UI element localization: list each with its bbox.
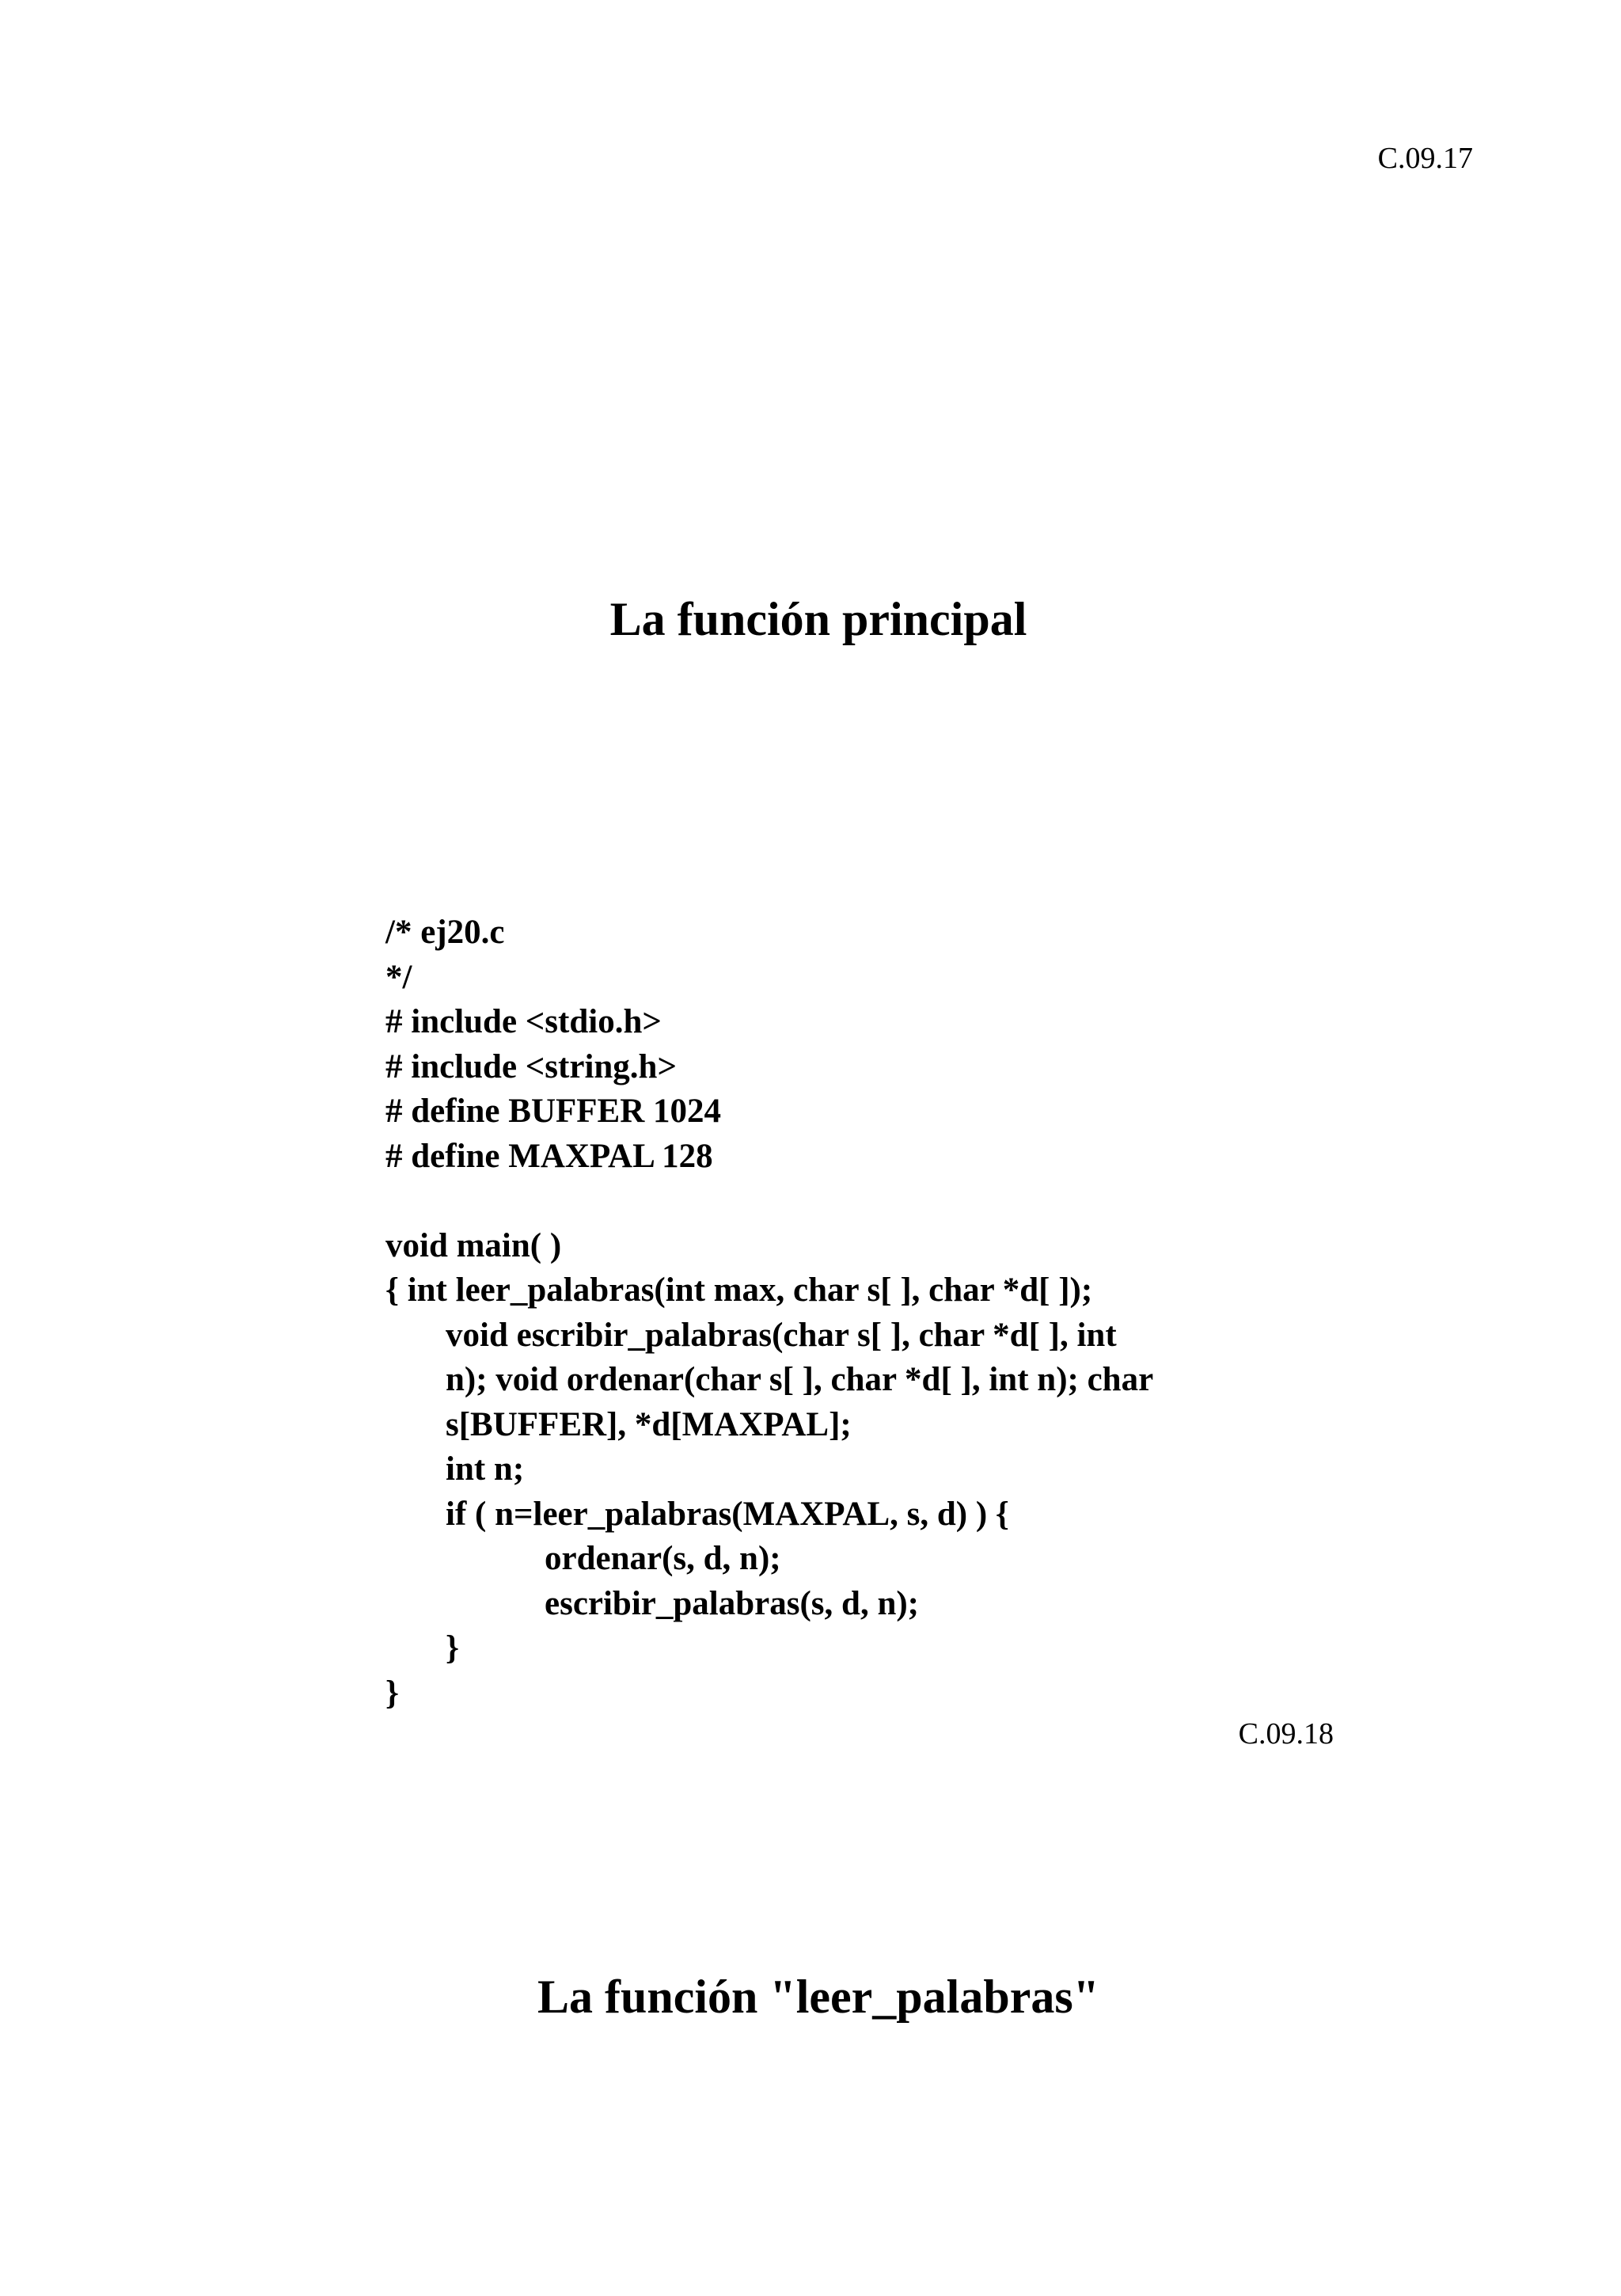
code-line: # define MAXPAL 128 [385,1137,713,1175]
code-line: escribir_palabras(s, d, n); [545,1584,919,1622]
code-line: } [446,1629,459,1667]
code-line: # include <string.h> [385,1047,677,1085]
code-line: # include <stdio.h> [385,1003,662,1040]
code-line: ordenar(s, d, n); [545,1540,781,1577]
code-line: } [385,1674,399,1712]
code-line: */ [385,958,412,996]
page-number-middle: C.09.18 [1238,1717,1334,1751]
code-line: n); void ordenar(char s[ ], char *d[ ], int n); char [446,1361,1154,1398]
code-line: void escribir_palabras(char s[ ], char *d[ ], int [446,1316,1117,1354]
code-line: int n; [446,1450,525,1488]
section-heading-main-function: La función principal [609,593,1027,645]
code-line: if ( n=leer_palabras(MAXPAL, s, d) ) { [446,1495,1009,1533]
section-heading-leer-palabras: La función "leer_palabras" [537,1971,1099,2023]
code-blank-line [385,1179,1153,1224]
code-listing [385,910,1153,1716]
code-line: { int leer_palabras(int max, char s[ ], char *d[ ]); [385,1272,1093,1309]
page-number-top: C.09.17 [1377,142,1473,175]
code-line: # define BUFFER 1024 [385,1093,722,1130]
code-line: void main( ) [385,1226,562,1264]
code-line: /* ej20.c [385,914,505,951]
code-line: s[BUFFER], *d[MAXPAL]; [446,1405,852,1443]
